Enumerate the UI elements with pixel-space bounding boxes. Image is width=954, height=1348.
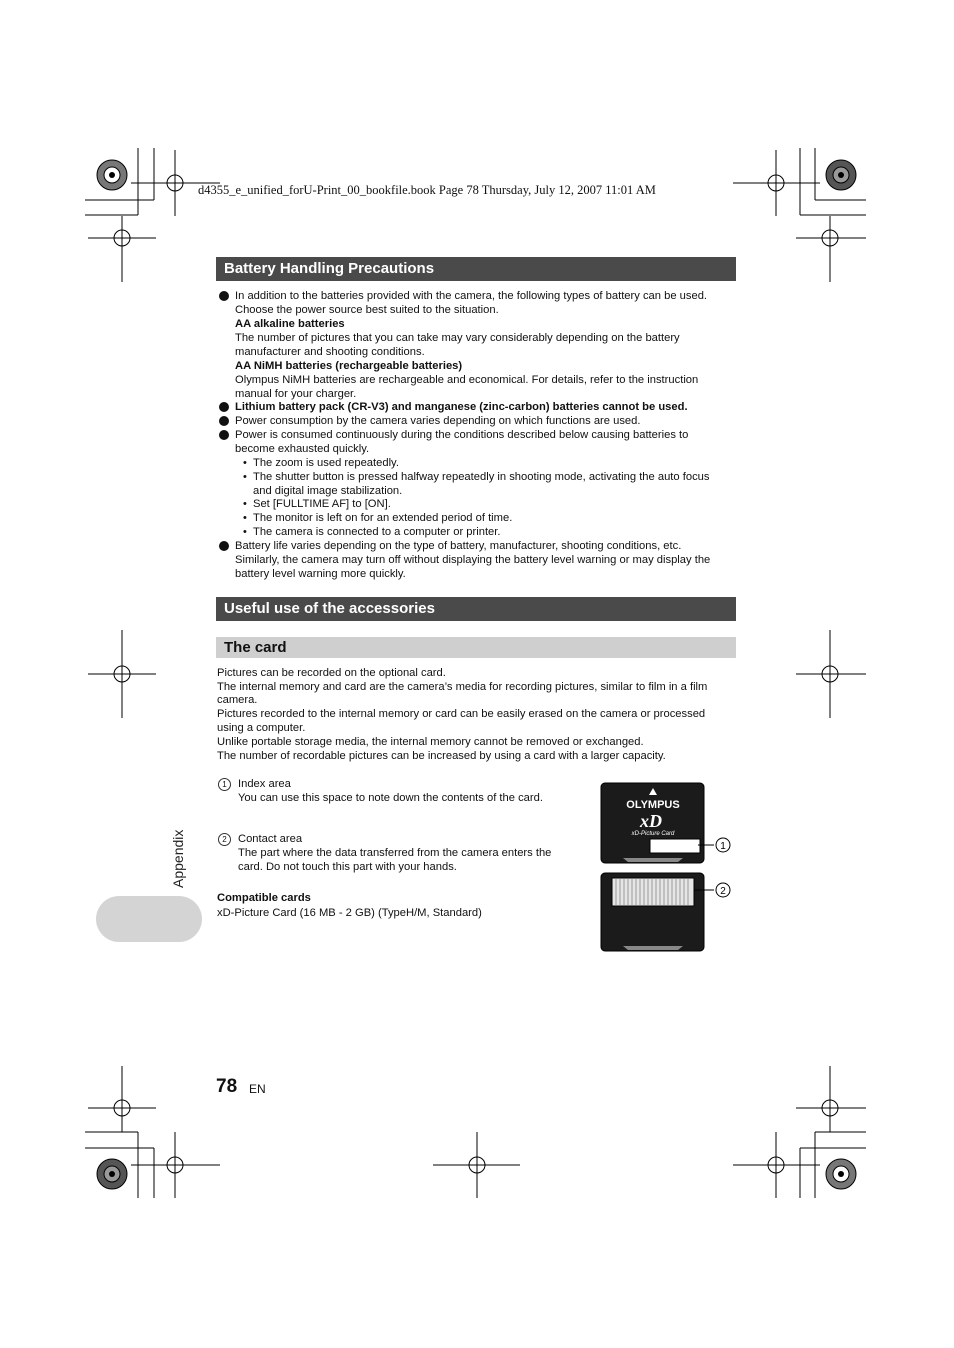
condition-zoom: The zoom is used repeatedly.: [253, 457, 399, 469]
compatible-cards-title: Compatible cards: [217, 892, 311, 904]
card-para3-line2: using a computer.: [217, 722, 306, 734]
condition-monitor: The monitor is left on for an extended period of time.: [253, 512, 513, 524]
card-para5: The number of recordable pictures can be increased by using a card with a larger capacity.: [217, 750, 666, 762]
aa-alkaline-line2: manufacturer and shooting conditions.: [235, 346, 425, 358]
callout-2: 2: [720, 886, 726, 897]
condition-fulltime-af: Set [FULLTIME AF] to [ON].: [253, 498, 391, 510]
battery-life-line2: Similarly, the camera may turn off without displaying the battery level warning or may display the: [235, 554, 711, 566]
card-logo-text: xD: [640, 811, 662, 831]
print-header-line: d4355_e_unified_forU-Print_00_bookfile.book Page 78 Thursday, July 12, 2007 11:01 AM: [198, 183, 656, 197]
bullet-icon: [219, 541, 229, 551]
power-continuous-line2: become exhausted quickly.: [235, 443, 370, 455]
battery-life-line1: Battery life varies depending on the type of battery, manufacturer, shooting conditions, etc.: [235, 540, 682, 552]
sub-bullet: •: [243, 457, 247, 469]
contact-area-desc-line1: The part where the data transferred from the camera enters the: [238, 847, 552, 859]
sub-bullet: •: [243, 512, 247, 524]
contact-area-desc-line2: card. Do not touch this part with your hands.: [238, 861, 457, 873]
sub-bullet: •: [243, 498, 247, 510]
condition-shutter-line2: and digital image stabilization.: [253, 485, 403, 497]
item1-number: 1: [218, 778, 231, 791]
sub-bullet: •: [243, 526, 247, 538]
aa-nimh-title: AA NiMH batteries (rechargeable batteries): [235, 360, 463, 372]
battery-intro-line1: In addition to the batteries provided with the camera, the following types of battery can be used.: [235, 290, 708, 302]
bullet-icon: [219, 430, 229, 440]
index-area-title: Index area: [238, 778, 291, 790]
appendix-label: Appendix: [170, 829, 186, 888]
aa-alkaline-title: AA alkaline batteries: [235, 318, 345, 330]
xd-card-illustration: [598, 780, 738, 956]
contact-area-title: Contact area: [238, 833, 303, 845]
bullet-icon: [219, 291, 229, 301]
subsection-title-card: The card: [216, 637, 736, 658]
appendix-tab: [96, 896, 202, 942]
condition-shutter-line1: The shutter button is pressed halfway repeatedly in shooting mode, activating the auto focus: [253, 471, 710, 483]
bullet-icon: [219, 402, 229, 412]
language-code: EN: [249, 1082, 266, 1096]
card-para2-line2: camera.: [217, 694, 258, 706]
card-para3-line1: Pictures recorded to the internal memory or card can be easily erased on the camera or processed: [217, 708, 706, 720]
sub-bullet: •: [243, 471, 247, 483]
section-title-battery: Battery Handling Precautions: [216, 257, 736, 281]
item2-number: 2: [218, 833, 231, 846]
page-number: 78: [216, 1076, 238, 1097]
index-area-desc: You can use this space to note down the contents of the card.: [238, 792, 543, 804]
power-continuous-line1: Power is consumed continuously during the conditions described below causing batteries to: [235, 429, 689, 441]
aa-alkaline-line1: The number of pictures that you can take may vary considerably depending on the battery: [235, 332, 680, 344]
card-brand-text: OLYMPUS: [626, 799, 680, 811]
power-consumption-note: Power consumption by the camera varies depending on which functions are used.: [235, 415, 641, 427]
card-label-text: xD-Picture Card: [631, 831, 675, 837]
battery-life-line3: battery level warning more quickly.: [235, 568, 406, 580]
lithium-warning: Lithium battery pack (CR-V3) and manganese (zinc-carbon) batteries cannot be used.: [235, 401, 688, 413]
compatible-cards-desc: xD-Picture Card (16 MB - 2 GB) (TypeH/M, Standard): [217, 907, 482, 919]
aa-nimh-line1: Olympus NiMH batteries are rechargeable and economical. For details, refer to the instruction: [235, 374, 699, 386]
callout-1: 1: [720, 841, 726, 852]
index-area-box: [650, 839, 700, 853]
card-para4: Unlike portable storage media, the internal memory cannot be removed or exchanged.: [217, 736, 644, 748]
aa-nimh-line2: manual for your charger.: [235, 388, 357, 400]
card-para2-line1: The internal memory and card are the camera’s media for recording pictures, similar to film in a film: [217, 681, 708, 693]
bullet-icon: [219, 416, 229, 426]
condition-computer: The camera is connected to a computer or printer.: [253, 526, 501, 538]
card-para1: Pictures can be recorded on the optional card.: [217, 667, 446, 679]
section-title-accessories: Useful use of the accessories: [216, 597, 736, 621]
battery-intro-line2: Choose the power source best suited to the situation.: [235, 304, 499, 316]
